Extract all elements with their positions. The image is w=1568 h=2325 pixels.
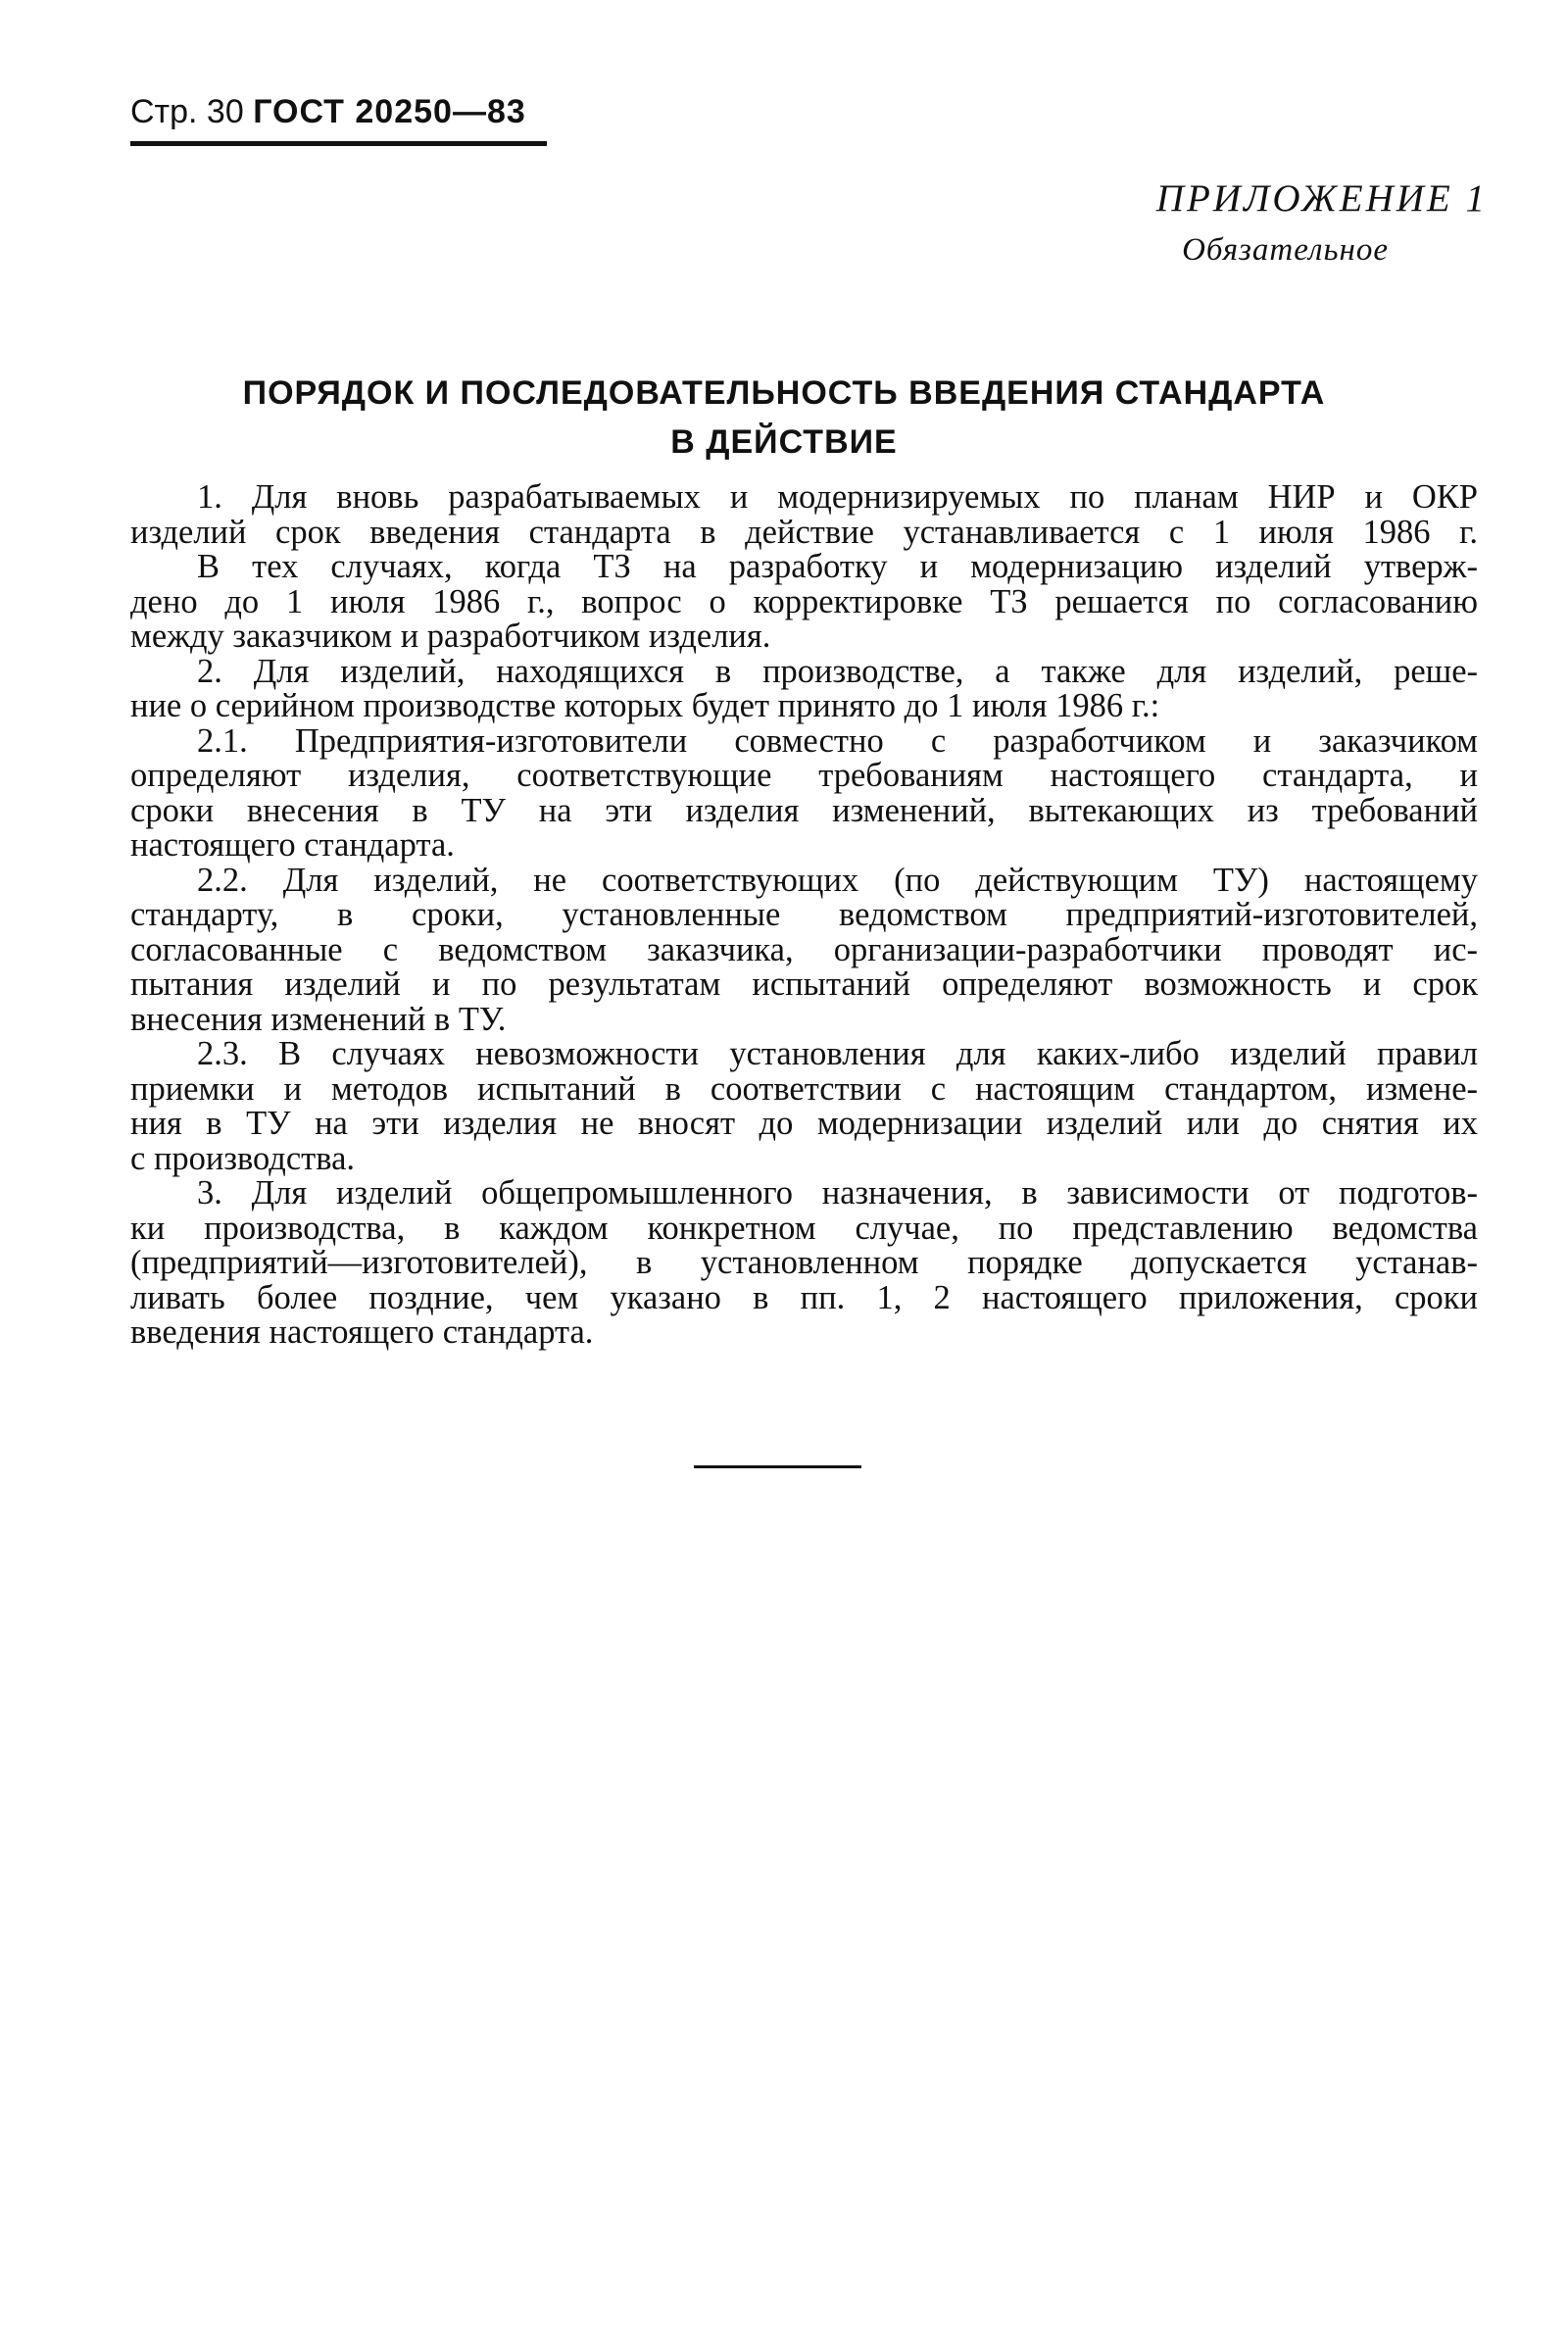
page-header <box>130 90 547 133</box>
body-line: определяют изделия, соответствующие требованиям настоящего стандарта, и <box>130 757 1478 794</box>
body-line: 2. Для изделий, находящихся в производстве, а также для изделий, реше- <box>197 652 1478 690</box>
page-number: Стр. 30 <box>130 93 244 130</box>
body-line: настоящего стандарта. <box>130 826 455 864</box>
body-line: с производства. <box>130 1139 356 1177</box>
standard-id: ГОСТ 20250—83 <box>253 93 526 130</box>
body-line: 2.2. Для изделий, не соответствующих (по действующим ТУ) настоящему <box>197 861 1478 899</box>
body-line: 2.3. В случаях невозможности установления для каких-либо изделий правил <box>197 1035 1478 1072</box>
body-line: 1. Для вновь разрабатываемых и модернизируемых по планам НИР и ОКР <box>197 478 1478 516</box>
body-line: введения настоящего стандарта. <box>130 1313 594 1351</box>
body-line: стандарту, в сроки, установленные ведомством предприятий-изготовителей, <box>130 896 1478 933</box>
appendix-status: Обязательное <box>1182 232 1389 268</box>
heading-line-1: ПОРЯДОК И ПОСЛЕДОВАТЕЛЬНОСТЬ ВВЕДЕНИЯ СТАНДАРТА <box>242 374 1326 412</box>
body-line: пытания изделий и по результатам испытаний определяют возможность и срок <box>130 965 1478 1003</box>
body-text <box>130 480 1478 1351</box>
body-line: В тех случаях, когда ТЗ на разработку и модернизацию изделий утверж- <box>197 548 1478 585</box>
body-line: дено до 1 июля 1986 г., вопрос о корректировке ТЗ решается по согласованию <box>130 582 1478 620</box>
body-line: 3. Для изделий общепромышленного назначения, в зависимости от подготов- <box>197 1174 1478 1212</box>
body-line: ки производства, в каждом конкретном случае, по представлению ведомства <box>130 1209 1478 1247</box>
body-line: внесения изменений в ТУ. <box>130 1000 507 1038</box>
body-line: ливать более поздние, чем указано в пп. 1, 2 настоящего приложения, сроки <box>130 1278 1478 1316</box>
heading-line-2: В ДЕЙСТВИЕ <box>670 423 898 461</box>
body-line: ние о серийном производстве которых будет принято до 1 июля 1986 г.: <box>130 687 1160 724</box>
document-heading <box>196 369 1372 467</box>
body-line: 2.1. Предприятия-изготовители совместно с разработчиком и заказчиком <box>197 721 1478 760</box>
body-line: приемки и методов испытаний в соответствии с настоящим стандартом, измене- <box>130 1069 1478 1108</box>
header-rule <box>130 141 547 146</box>
body-line: (предприятий—изготовителей), в установленном порядке допускается устанав- <box>130 1244 1478 1281</box>
body-line: согласованные с ведомством заказчика, организации-разработчики проводят ис- <box>130 930 1478 968</box>
body-line: между заказчиком и разработчиком изделия. <box>130 618 771 655</box>
appendix-title: ПРИЛОЖЕНИЕ 1 <box>1155 177 1488 220</box>
body-line: сроки внесения в ТУ на эти изделия изменений, вытекающих из требований <box>130 791 1478 829</box>
body-line: ния в ТУ на эти изделия не вносят до модернизации изделий или до снятия их <box>130 1105 1478 1142</box>
end-rule <box>694 1465 861 1468</box>
body-line: изделий срок введения стандарта в действие устанавливается с 1 июля 1986 г. <box>130 513 1478 551</box>
